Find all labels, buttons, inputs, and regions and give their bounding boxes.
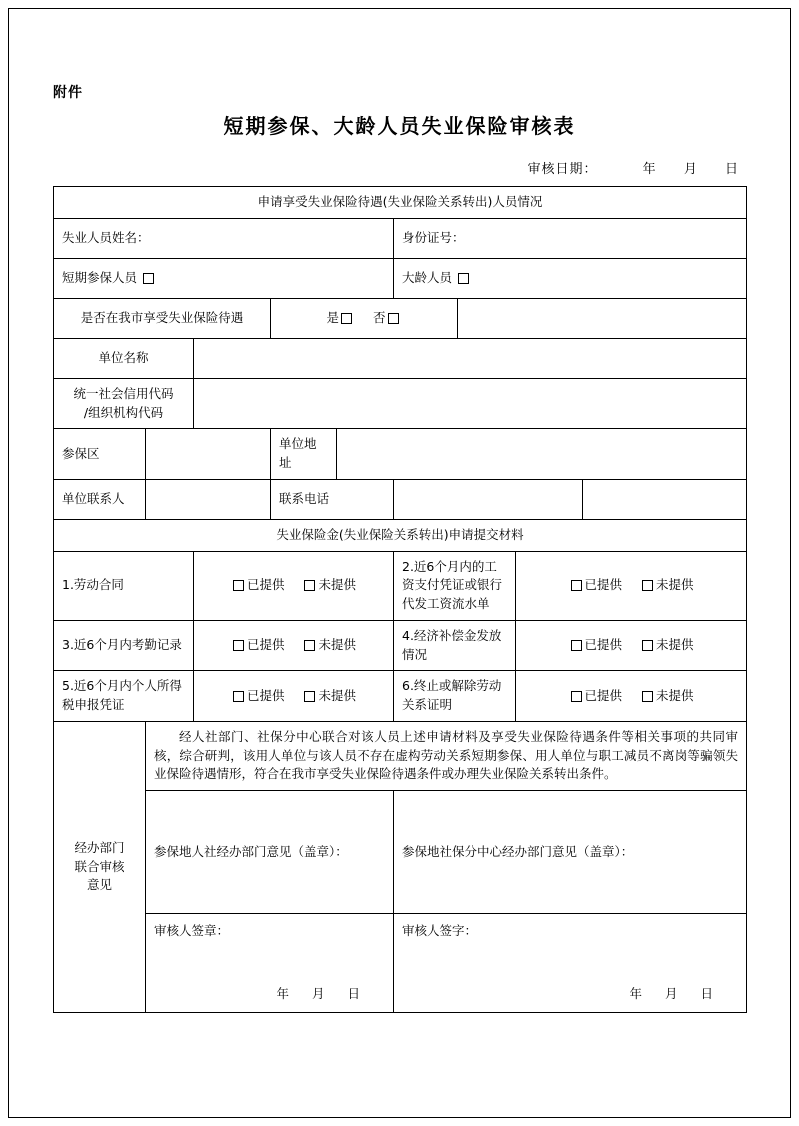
credit-code-label-line1: 统一社会信用代码 [73,385,174,401]
joint-review-statement: 经人社部门、社保分中心联合对该人员上述申请材料及享受失业保险待遇条件等相关事项的共同审核，综合研判，该用人单位与该人员不存在虚构劳动关系短期参保、用人单位与职工减员不离岗等骗领失业保险待遇情形，符合在我市享受失业保险待遇条件或办理失业保险关系转出条件。 [146,721,747,790]
material-1-provided-checkbox[interactable] [233,580,244,591]
audit-date-year: 年 [642,162,657,177]
material-options-1 [194,551,394,620]
material-5-not-provided[interactable] [302,687,356,706]
right-signature-label: 审核人签字： [402,923,478,939]
enjoy-benefit-options [271,298,458,338]
right-sign-month: 月 [665,986,679,1001]
material-label-2: 2.近6个月内的工资支付凭证或银行代发工资流水单 [394,551,516,620]
material-label-6: 6.终止或解除劳动关系证明 [394,671,516,722]
material-5-provided[interactable] [231,687,285,706]
unit-name-value[interactable] [194,338,747,378]
elder-person-cell [394,258,747,298]
material-2-not-provided-label: 未提供 [656,577,694,593]
left-sign-year: 年 [276,986,290,1001]
left-sign-month: 月 [311,986,326,1001]
material-options-3 [194,620,394,671]
left-signature-cell[interactable] [146,914,394,1013]
right-sign-year: 年 [629,986,644,1001]
left-opinion-cell[interactable] [146,791,394,914]
left-sign-day: 日 [347,986,361,1001]
material-4-provided-checkbox[interactable] [571,640,582,651]
enjoy-no-label: 否 [372,309,386,325]
section3-header: 失业保险金(失业保险关系转出)申请提交材料 [54,519,747,551]
material-3-provided-label: 已提供 [246,637,285,653]
credit-code-value[interactable] [194,378,747,429]
audit-form-table [53,186,747,1013]
contact-phone-extra[interactable] [583,479,747,519]
material-options-5 [194,671,394,722]
material-6-provided-checkbox[interactable] [571,691,582,702]
material-5-provided-checkbox[interactable] [233,691,244,702]
material-options-6 [516,671,747,722]
material-4-not-provided-label: 未提供 [656,637,694,653]
material-label-5: 5.近6个月内个人所得税申报凭证 [54,671,194,722]
elder-checkbox[interactable] [458,273,469,284]
material-2-provided-checkbox[interactable] [571,580,582,591]
material-6-not-provided-checkbox[interactable] [642,691,653,702]
material-6-not-provided-label: 未提供 [656,687,694,703]
material-3-provided-checkbox[interactable] [233,640,244,651]
section1-header: 申请享受失业保险待遇(失业保险关系转出)人员情况 [54,187,747,219]
material-2-provided[interactable] [569,576,623,595]
audit-date-month: 月 [683,162,698,177]
material-1-provided[interactable] [231,576,285,595]
material-1-not-provided-checkbox[interactable] [304,580,315,591]
joint-review-label [54,721,146,1012]
page-title: 短期参保、大龄人员失业保险审核表 [223,114,576,138]
material-6-provided-label: 已提供 [584,687,623,703]
material-options-4 [516,620,747,671]
material-4-not-provided[interactable] [640,636,694,655]
unit-address-value[interactable] [337,429,747,480]
material-3-not-provided-label: 未提供 [318,637,356,653]
enjoy-no-option[interactable] [373,309,402,328]
id-number-label: 身份证号： [402,229,465,245]
unit-name-label: 单位名称 [54,338,194,378]
audit-date-day: 日 [724,162,739,177]
material-5-not-provided-checkbox[interactable] [304,691,315,702]
left-signature-date [154,941,385,1004]
enjoy-yes-option[interactable] [326,309,355,328]
joint-review-label-line2: 联合审核 [74,858,125,874]
unemployed-name-cell [54,218,394,258]
attachment-label: 附件 [53,85,83,101]
enjoy-yes-label: 是 [326,309,339,325]
short-term-person-cell [54,258,394,298]
material-1-not-provided-label: 未提供 [318,577,356,593]
short-term-checkbox[interactable] [143,273,154,284]
contact-person-label: 单位联系人 [54,479,146,519]
enjoy-benefit-label: 是否在我市享受失业保险待遇 [54,298,271,338]
material-label-1: 1.劳动合同 [54,551,194,620]
material-5-not-provided-label: 未提供 [318,687,356,703]
right-opinion-cell[interactable] [394,791,747,914]
material-3-not-provided-checkbox[interactable] [304,640,315,651]
short-term-label: 短期参保人员 [62,269,138,285]
material-options-2 [516,551,747,620]
id-number-cell [394,218,747,258]
material-3-provided[interactable] [231,636,285,655]
enjoy-benefit-value[interactable] [458,298,747,338]
insured-area-value[interactable] [146,429,271,480]
material-1-provided-label: 已提供 [246,577,285,593]
contact-phone-value[interactable] [394,479,583,519]
audit-date-label: 审核日期： [527,162,598,177]
joint-review-label-line1: 经办部门 [74,839,125,855]
audit-date-line [528,158,739,177]
right-sign-day: 日 [700,986,715,1001]
material-2-provided-label: 已提供 [584,577,623,593]
credit-code-label [54,378,194,429]
unit-address-label: 单位地址 [271,429,337,480]
material-4-provided[interactable] [569,636,623,655]
material-label-3: 3.近6个月内考勤记录 [54,620,194,671]
contact-phone-label: 联系电话 [271,479,394,519]
material-5-provided-label: 已提供 [246,687,285,703]
material-2-not-provided-checkbox[interactable] [642,580,653,591]
joint-review-label-line3: 意见 [86,877,112,893]
unemployed-name-label: 失业人员姓名： [62,229,150,245]
contact-person-value[interactable] [146,479,271,519]
right-signature-cell[interactable] [394,914,747,1013]
right-opinion-label: 参保地社保分中心经办部门意见（盖章）： [402,843,634,859]
left-opinion-label: 参保地人社经办部门意见（盖章）： [154,843,348,859]
enjoy-no-checkbox[interactable] [388,313,399,324]
material-6-provided[interactable] [569,687,623,706]
left-signature-label: 审核人签章： [154,923,230,939]
material-1-not-provided[interactable] [302,576,356,595]
right-signature-date [402,941,738,1004]
material-4-provided-label: 已提供 [584,637,623,653]
elder-label: 大龄人员 [402,269,453,285]
credit-code-label-line2: /组织机构代码 [83,404,164,420]
material-6-not-provided[interactable] [640,687,694,706]
material-2-not-provided[interactable] [640,576,694,595]
material-4-not-provided-checkbox[interactable] [642,640,653,651]
material-label-4: 4.经济补偿金发放情况 [394,620,516,671]
material-3-not-provided[interactable] [302,636,356,655]
enjoy-yes-checkbox[interactable] [341,313,352,324]
insured-area-label: 参保区 [54,429,146,480]
